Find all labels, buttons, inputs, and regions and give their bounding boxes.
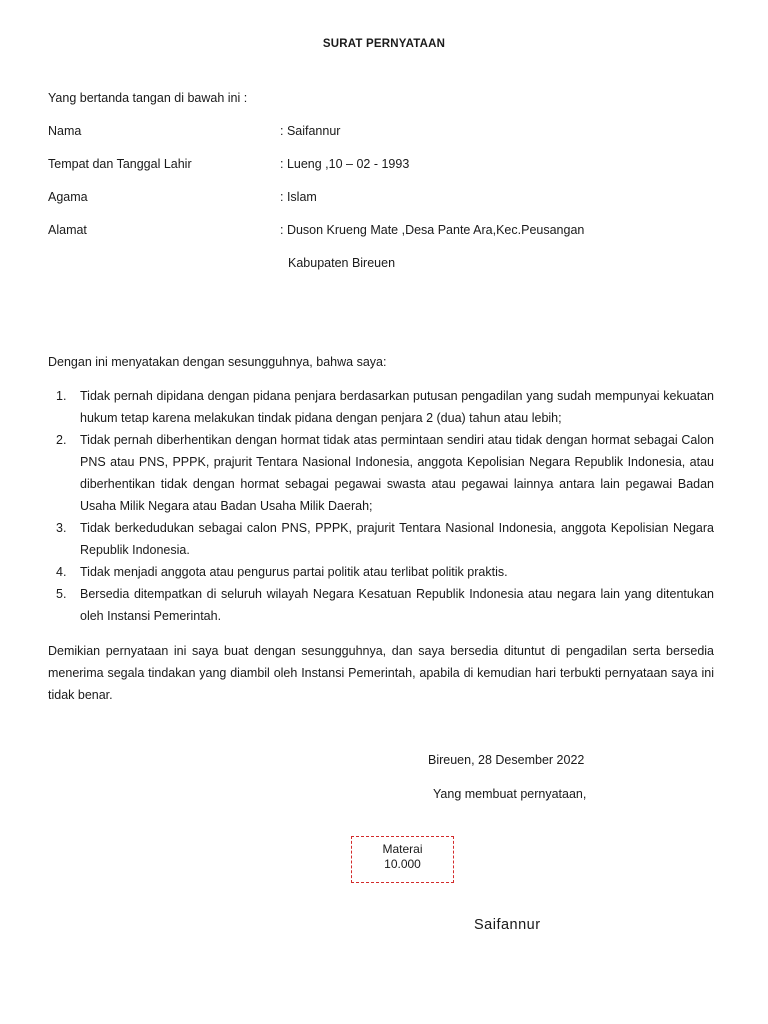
signer-name: Saifannur (474, 917, 541, 933)
ttl-value: : Lueng ,10 – 02 - 1993 (280, 157, 410, 171)
alamat-value: : Duson Krueng Mate ,Desa Pante Ara,Kec.Peusangan (280, 223, 585, 237)
agama-value: : Islam (280, 190, 317, 204)
stamp-value: 10.000 (384, 857, 421, 871)
maker-label: Yang membuat pernyataan, (433, 787, 587, 801)
closing-paragraph: Demikian pernyataan ini saya buat dengan sesungguhnya, dan saya bersedia dituntut di pengadilan serta bersedia menerima segala tindakan yang diambil oleh Instansi Pemerintah, apabila di kemudian hari terbukti pernyataan saya ini tidak benar. (48, 644, 714, 702)
nama-value: : Saifannur (280, 124, 341, 138)
list-item (48, 561, 714, 583)
statement-list (48, 385, 714, 627)
list-item (48, 429, 714, 517)
nama-label: Nama (48, 124, 82, 138)
place-date: Bireuen, 28 Desember 2022 (428, 753, 585, 767)
list-item (48, 583, 714, 627)
agama-label: Agama (48, 190, 88, 204)
list-item (48, 517, 714, 561)
statement-intro: Dengan ini menyatakan dengan sesungguhnya, bahwa saya: (48, 355, 387, 369)
list-item (48, 385, 714, 429)
list-item-number: 4. (56, 565, 67, 579)
document-title: SURAT PERNYATAAN (322, 38, 446, 50)
list-item-number: 2. (56, 433, 67, 447)
list-item-number: 5. (56, 587, 67, 601)
list-item-text: Tidak pernah dipidana dengan pidana penjara berdasarkan putusan pengadilan yang sudah mempunyai kekuatan hukum tetap karena melakukan tindak pidana dengan penjara 2 (dua) tahun atau lebih; (80, 389, 714, 425)
alamat-value-line2: Kabupaten Bireuen (288, 256, 396, 270)
list-item-text: Tidak pernah diberhentikan dengan hormat tidak atas permintaan sendiri atau tidak dengan hormat sebagai Calon PNS atau PNS, PPPK, prajurit Tentara Nasional Indonesia, anggota Kepolisian Negara Republik Indonesia, atau diberhentikan tidak dengan hormat sebagai pegawai swasta atau pegawai lainnya antara lain pegawai Badan Usaha Milik Negara atau Badan Usaha Milik Daerah; (80, 433, 714, 513)
stamp-label: Materai (382, 842, 423, 856)
stamp-box (351, 836, 454, 883)
list-item-number: 1. (56, 389, 67, 403)
list-item-text: Bersedia ditempatkan di seluruh wilayah Negara Kesatuan Republik Indonesia atau negara lain yang ditentukan oleh Instansi Pemerintah. (80, 587, 714, 623)
alamat-label: Alamat (48, 223, 87, 237)
list-item-text: Tidak berkedudukan sebagai calon PNS, PPPK, prajurit Tentara Nasional Indonesia, anggota Kepolisian Negara Republik Indonesia. (80, 521, 714, 557)
intro-text: Yang bertanda tangan di bawah ini : (48, 91, 248, 105)
ttl-label: Tempat dan Tanggal Lahir (48, 157, 192, 171)
list-item-text: Tidak menjadi anggota atau pengurus partai politik atau terlibat politik praktis. (80, 565, 508, 579)
list-item-number: 3. (56, 521, 67, 535)
